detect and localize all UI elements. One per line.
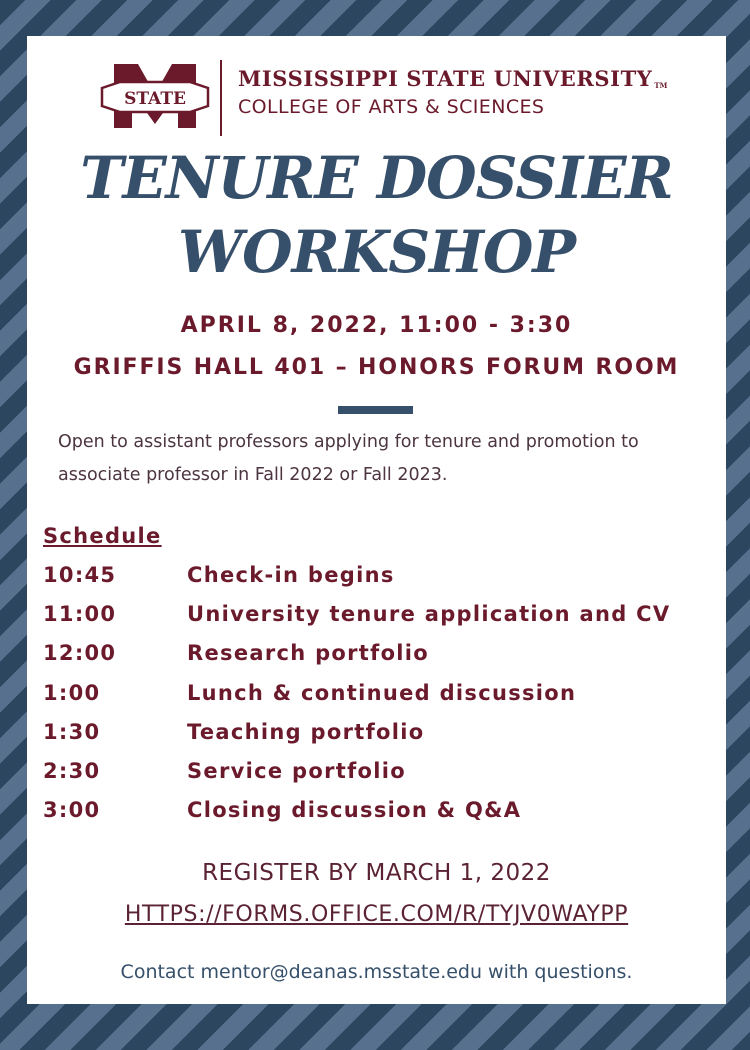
college-name: COLLEGE OF ARTS & SCIENCES [238,96,545,118]
registration-link[interactable]: HTTPS://FORMS.OFFICE.COM/R/TYJV0WAYPP [124,902,629,927]
schedule-item [43,794,723,833]
schedule-activity: Teaching portfolio [187,719,425,744]
contact-text: Contact mentor@deanas.msstate.edu with questions. [120,961,633,983]
registration-deadline: REGISTER BY MARCH 1, 2022 [202,860,551,886]
event-datetime: APRIL 8, 2022, 11:00 - 3:30 [180,313,573,338]
schedule-item [43,637,723,676]
schedule-item [43,677,723,716]
schedule-list [43,559,723,833]
university-name [238,66,667,91]
schedule-activity: Research portfolio [187,641,430,666]
workshop-title-line1: TENURE DOSSIER [80,144,673,212]
trademark-mark: TM [654,81,668,90]
workshop-title-line2: WORKSHOP [177,218,576,286]
schedule-activity: University tenure application and CV [187,602,671,627]
schedule-activity: Lunch & continued discussion [187,680,577,705]
event-location: GRIFFIS HALL 401 – HONORS FORUM ROOM [73,355,680,380]
flyer-card [27,36,726,1004]
schedule-time: 3:00 [43,798,101,823]
schedule-activity: Check-in begins [187,563,395,587]
logo-divider [220,60,222,136]
schedule-time: 10:45 [43,563,117,587]
schedule-item [43,716,723,755]
logo-text: STATE [124,89,186,109]
schedule-time: 1:00 [43,680,101,705]
schedule-activity: Service portfolio [187,758,406,783]
schedule-time: 11:00 [43,602,117,627]
msstate-logo-icon [100,62,210,130]
university-name-text: MISSISSIPPI STATE UNIVERSITY [238,66,653,91]
schedule-heading: Schedule [43,524,162,548]
schedule-time: 2:30 [43,758,101,783]
university-header [100,56,670,138]
section-divider [338,406,413,414]
schedule-time: 12:00 [43,641,117,666]
schedule-time: 1:30 [43,719,101,744]
schedule-item [43,559,723,598]
schedule-item [43,598,723,637]
eligibility-text: Open to assistant professors applying for tenure and promotion to associate professor in Fall 2022 or Fall 2023. [58,432,639,485]
schedule-activity: Closing discussion & Q&A [187,798,522,823]
schedule-item [43,755,723,794]
